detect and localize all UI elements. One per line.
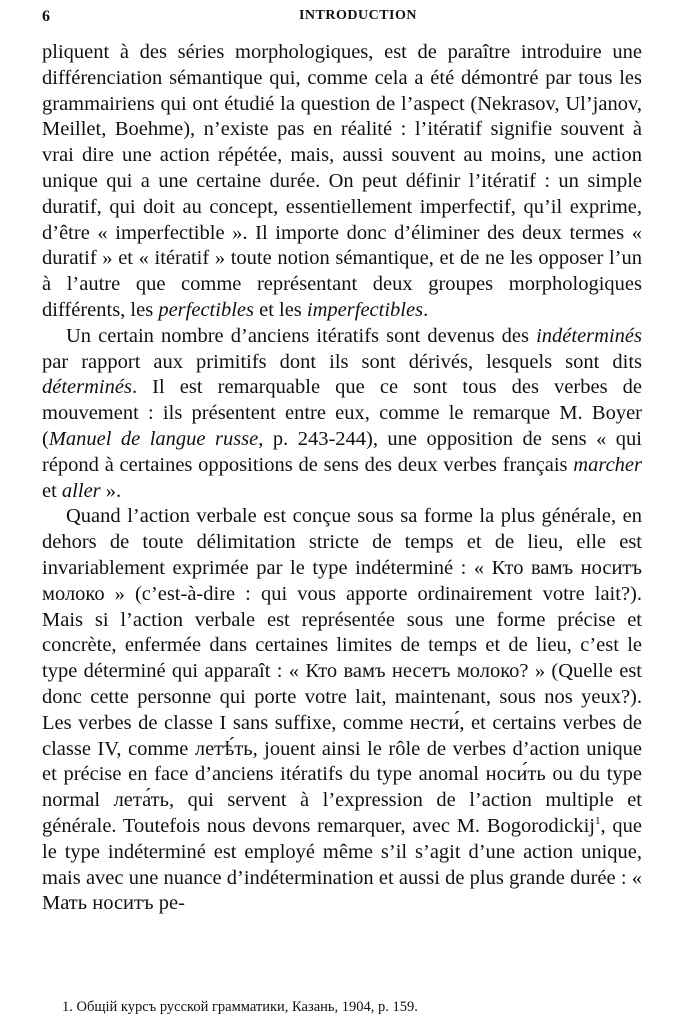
italic-term: perfectibles <box>158 298 254 321</box>
book-title: Manuel de langue russe <box>48 427 259 450</box>
italic-term: aller <box>61 479 101 502</box>
page-number: 6 <box>42 8 50 25</box>
text-run: . <box>423 298 429 321</box>
italic-term: imperfectibles <box>306 298 424 321</box>
footnote-marker: 1 <box>595 815 601 828</box>
text-run: Quand l’action verbale est conçue sous sa forme la plus générale, en dehors de toute délimitation stricte de temps et de lieu, elle est invariablement exprimée par le type indéterminé : « Кто вамъ носитъ молоко » (c’est-à-dire : qui vous apporte ordinairement votre lait?). Mais si l’action verbale est représentée sous une forme précise et concrète, enfermée dans certaines limites de temps et de lieu, c’est le type déterminé qui apparaît : « Кто вамъ несетъ молоко? » (Quelle est donc cette personne qui porte votre lait, maintenant, sous nos yeux?). Les verbes de classe I sans suffixe, comme нести́, et certains verbes de classe IV, comme летѣ́ть, jouent ainsi le rôle de verbes d’action unique et précise en face d’anciens itératifs du type anomal носи́ть ou du type normal лета́ть, qui servent à l’expression de l’action multiple et générale. Toutefois nous devons remarquer, avec M. Bogorodickij <box>42 505 642 837</box>
text-run: . Il est remarquable que ce sont tous des verbes de mouvement : ils présentent entre eux, comme le remarque M. Boyer ( <box>42 376 642 450</box>
italic-term: déterminés <box>42 376 132 399</box>
text-run: Un certain nombre d’anciens itératifs sont devenus des <box>66 324 537 347</box>
paragraph-3 <box>42 504 642 917</box>
text-run: , que le type indéterminé est employé même s’il s’agit d’une action unique, mais avec une nuance d’indétermination et aussi de plus grande durée : « Мать носитъ pe- <box>42 814 642 915</box>
footnote: 1. Общій курсъ русской грамматики, Казань, 1904, p. 159. <box>62 999 418 1015</box>
italic-term: marcher <box>573 453 642 476</box>
text-run: pliquent à des séries morphologiques, est de paraître introduire une différenciation sémantique qui, comme cela a été démontré par tous les grammairiens qui ont étudié la question de l’aspect (Nekrasov, Ul’janov, Meillet, Boehme), n’existe pas en réalité : l’itératif signifie souvent à vrai dire une action répétée, mais, aussi souvent au moins, une action unique qui a une certaine durée. On peut définir l’itératif : un simple duratif, qui doit au concept, essentiellement imperfectif, qu’il exprime, d’être « imperfectible ». Il importe donc d’éliminer des deux termes « duratif » et « itératif » toute notion sémantique, et de ne les opposer l’un à l’autre que comme représentant deux groupes morphologiques différents, les <box>42 41 642 321</box>
body-text <box>42 40 642 917</box>
text-run: et <box>42 479 62 502</box>
italic-term: indéterminés <box>536 324 642 347</box>
paragraph-2 <box>42 324 642 505</box>
page-header <box>42 8 674 30</box>
text-run: et les <box>253 298 307 321</box>
paragraph-1 <box>42 40 642 324</box>
text-run: , p. 243-244), une opposition de sens « qui répond à certaines oppositions de sens des deux verbes français <box>42 427 642 476</box>
text-run: ». <box>100 479 122 502</box>
text-run: par rapport aux primitifs dont ils sont dérivés, lesquels sont dits <box>42 350 642 373</box>
running-head: INTRODUCTION <box>298 8 417 23</box>
